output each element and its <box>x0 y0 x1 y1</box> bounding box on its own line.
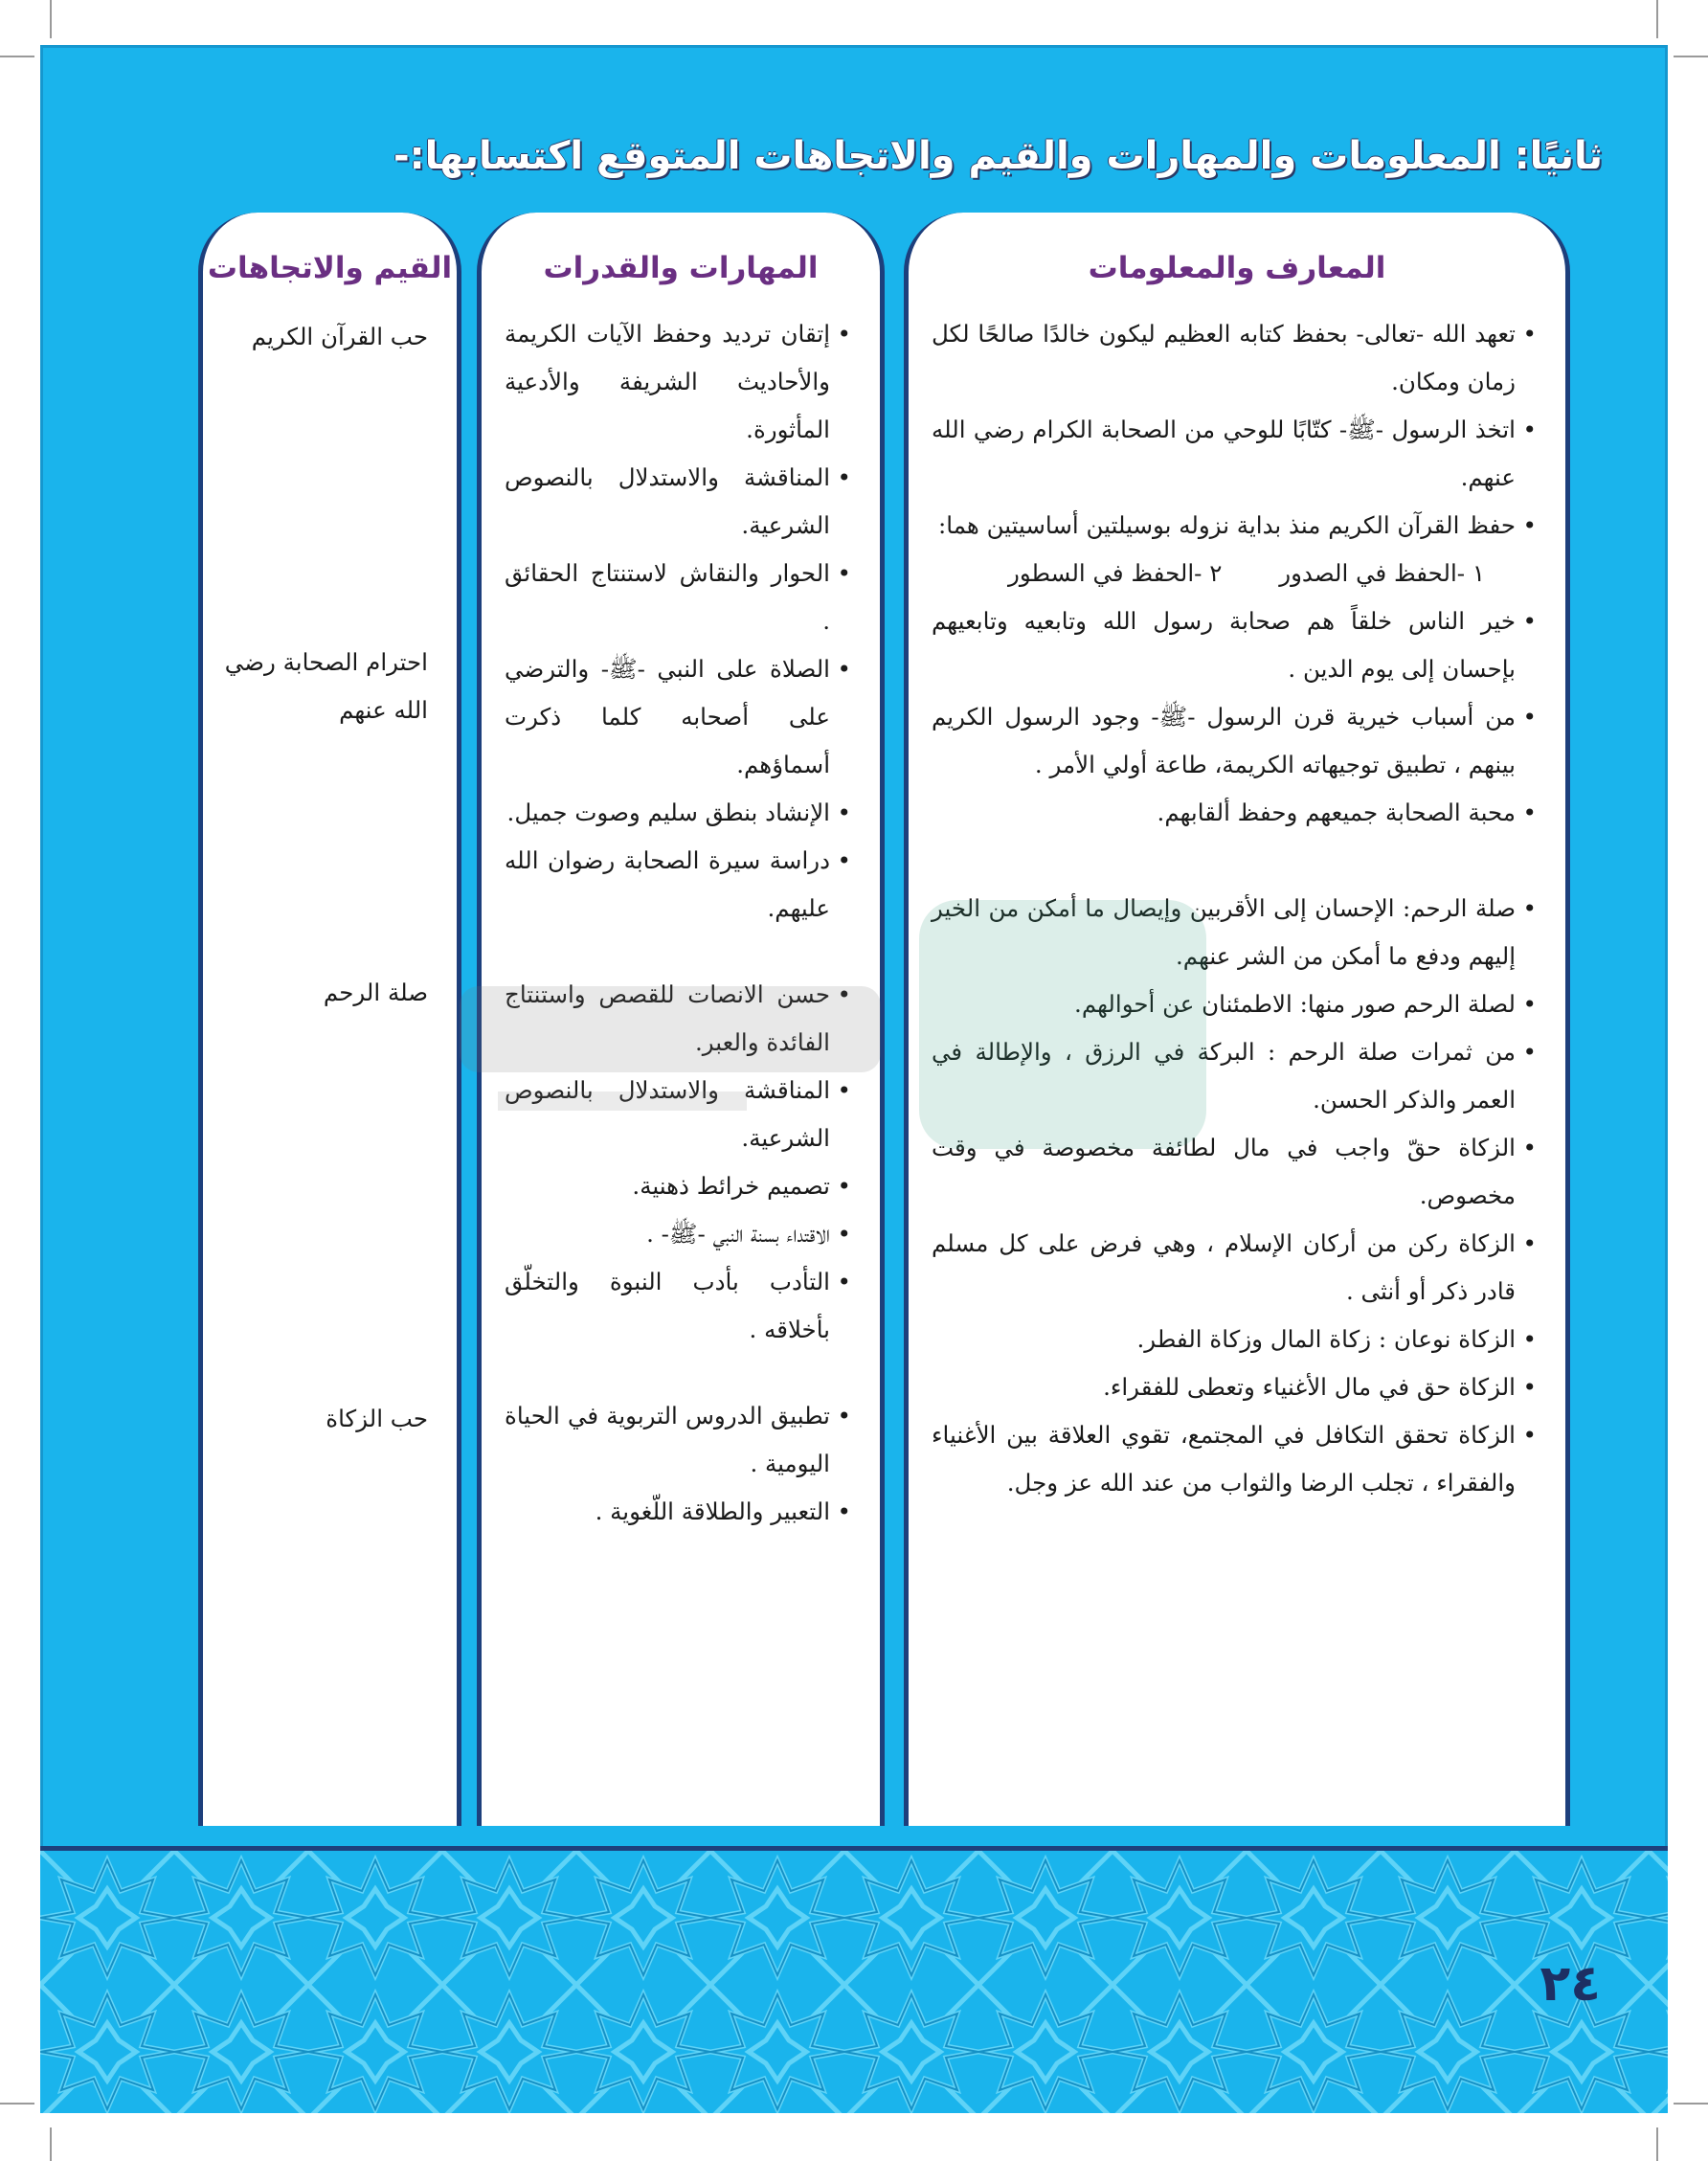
sub-item: ٢ -الحفظ في السطور <box>1008 559 1223 587</box>
list-item: • الزكاة تحقق التكافل في المجتمع، تقوي العلاقة بين الأغنياء والفقراء ، تجلب الرضا والثواب من عند الله عز وجل. <box>932 1411 1537 1507</box>
list-item: • حسن الانصات للقصص واستنتاج الفائدة والعبر. <box>505 971 851 1067</box>
knowledge-list <box>909 310 1565 1507</box>
list-item: • التعبير والطلاقة اللّغوية . <box>505 1488 851 1536</box>
crop-mark <box>0 2103 34 2105</box>
value-item: احترام الصحابة رضي الله عنهم <box>224 648 428 724</box>
list-item: • الحوار والنقاش لاستنتاج الحقائق . <box>505 550 851 645</box>
list-item: • تطبيق الدروس التربوية في الحياة اليومية . <box>505 1392 851 1488</box>
list-item: • الصلاة على النبي -ﷺ- والترضي على أصحابه كلما ذكرت أسماؤهم. <box>505 645 851 789</box>
decorative-pattern <box>40 1846 1668 2113</box>
list-item: • الزكاة نوعان : زكاة المال وزكاة الفطر. <box>932 1316 1537 1363</box>
crop-mark <box>1656 2127 1658 2161</box>
value-item: حب القرآن الكريم <box>251 323 428 350</box>
crop-mark <box>50 0 52 38</box>
knowledge-column-title: المعارف والمعلومات <box>1088 251 1386 285</box>
list-item: • حفظ القرآن الكريم منذ بداية نزوله بوسيلتين أساسيتين هما: <box>932 502 1537 550</box>
list-item: • الاقتداء بسنة النبي -ﷺ- . <box>505 1210 851 1258</box>
crop-mark <box>1656 0 1658 38</box>
skills-column <box>477 213 885 1826</box>
value-item: حب الزكاة <box>326 1405 428 1432</box>
list-item: • المناقشة والاستدلال بالنصوص الشرعية. <box>505 454 851 550</box>
list-item: • الإنشاد بنطق سليم وصوت جميل. <box>505 789 851 837</box>
section-heading: ثانيًا: المعلومات والمهارات والقيم والاتجاهات المتوقع اكتسابها:- <box>393 134 1603 178</box>
value-item: صلة الرحم <box>323 979 428 1006</box>
list-item: • محبة الصحابة جميعهم وحفظ ألقابهم. <box>932 789 1537 837</box>
values-column-title: القيم والاتجاهات <box>207 251 453 285</box>
list-item: • خير الناس خلقاً هم صحابة رسول الله وتابعيه وتابعيهم بإحسان إلى يوم الدين . <box>932 597 1537 693</box>
skills-list <box>482 310 880 1536</box>
list-item: • تصميم خرائط ذهنية. <box>505 1162 851 1210</box>
list-item: • الزكاة حقّ واجب في مال لطائفة مخصوصة في وقت مخصوص. <box>932 1124 1537 1220</box>
list-sub-row <box>932 550 1537 597</box>
knowledge-column <box>904 213 1570 1826</box>
sub-item: ١ -الحفظ في الصدور <box>1279 559 1485 587</box>
values-column <box>198 213 461 1826</box>
list-item: • من أسباب خيرية قرن الرسول -ﷺ- وجود الرسول الكريم بينهم ، تطبيق توجيهاته الكريمة، طاعة أولي الأمر . <box>932 693 1537 789</box>
list-item: • الزكاة حق في مال الأغنياء وتعطى للفقراء. <box>932 1363 1537 1411</box>
skills-column-title: المهارات والقدرات <box>543 251 819 285</box>
crop-mark <box>0 56 34 57</box>
list-item: • صلة الرحم: الإحسان إلى الأقربين وإيصال ما أمكن من الخير إليهم ودفع ما أمكن من الشر عنهم. <box>932 885 1537 980</box>
list-item: • تعهد الله -تعالى- بحفظ كتابه العظيم ليكون خالدًا صالحًا لكل زمان ومكان. <box>932 310 1537 406</box>
list-item: • لصلة الرحم صور منها: الاطمئنان عن أحوالهم. <box>932 980 1537 1028</box>
crop-mark <box>1674 56 1708 57</box>
list-item: • من ثمرات صلة الرحم : البركة في الرزق ، والإطالة في العمر والذكر الحسن. <box>932 1028 1537 1124</box>
list-item: • إتقان ترديد وحفظ الآيات الكريمة والأحاديث الشريفة والأدعية المأثورة. <box>505 310 851 454</box>
list-item: • اتخذ الرسول -ﷺ- كتّابًا للوحي من الصحابة الكرام رضي الله عنهم. <box>932 406 1537 502</box>
crop-mark <box>1674 2103 1708 2105</box>
list-item: • الزكاة ركن من أركان الإسلام ، وهي فرض على كل مسلم قادر ذكر أو أنثى . <box>932 1220 1537 1316</box>
page-number: ٢٤ <box>1539 1955 1601 2013</box>
list-item: • المناقشة والاستدلال بالنصوص الشرعية. <box>505 1067 851 1162</box>
list-item: • التأدب بأدب النبوة والتخلّق بأخلاقه . <box>505 1258 851 1354</box>
crop-mark <box>50 2127 52 2161</box>
list-item: • دراسة سيرة الصحابة رضوان الله عليهم. <box>505 837 851 933</box>
